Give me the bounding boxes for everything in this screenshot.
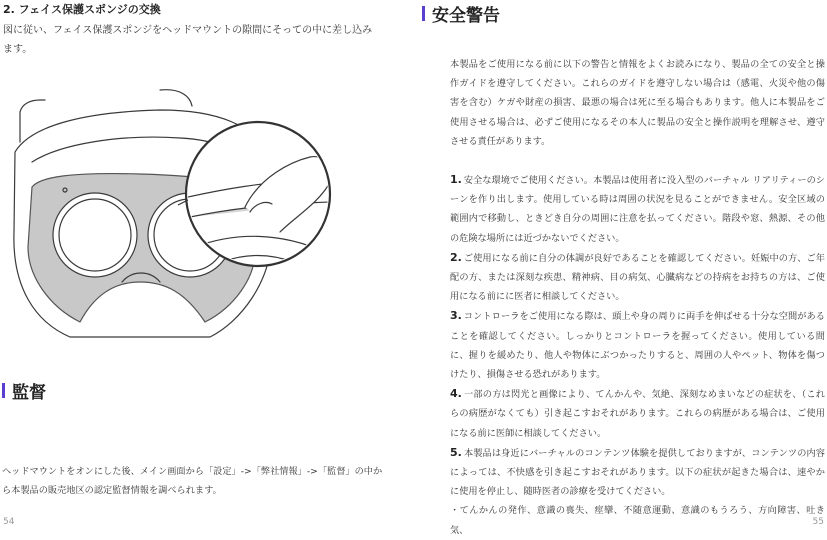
heading-accent-bar [2, 383, 5, 398]
warning-item-text: 安全な環境でご使用ください。本製品は使用者に没入型のバーチャル リアリティーのシーンを作り出します。使用している時は周囲の状況を見ることができません。安全区域の範囲内で移動し、ときどき自分の周囲に注意を払ってください。階段や窓、熱源、その他の危険な場所には近づかないでください。 [450, 175, 825, 244]
warning-item [450, 170, 825, 248]
warning-item-number: 5. [450, 445, 462, 459]
step-description: 図に従い、フェイス保護スポンジをヘッドマウントの隙間にそっての中に差し込みます。 [3, 25, 373, 55]
warning-item-text: 一部の方は閃光と画像により、てんかんや、気絶、深刻なめまいなどの症状を、（これらの病歴がなくても）引き起こすおそれがあります。これらの病歴がある場合は、ご使用になる前に医師に相談してください。 [450, 389, 825, 439]
warning-item-text: ご使用になる前に自分の体調が良好であることを確認してください。妊娠中の方、ご年配の方、または深刻な疾患、精神病、目の病気、心臓病などの持病をお持ちの方は、ご使用になる前にに医者に相談してください。 [450, 252, 825, 303]
warning-item-text: 本製品は身近にバーチャルのコンテンツ体験を提供しておりますが、コンテンツの内容によっては、不快感を引き起こすおそれがあります。以下の症状が起きた場合は、速やかに使用を停止し、随時医者の診療を受けてください。 [450, 447, 825, 498]
right-page [414, 0, 827, 536]
heading-accent-bar [422, 6, 425, 21]
page-number-left: 54 [3, 517, 15, 527]
symptom-bullet: ・てんかんの発作、意識の喪失、痙攣、不随意運動、意識のもうろう、方向障害、吐き気、 [450, 505, 825, 536]
warning-item-text: コントローラをご使用になる際は、頭上や身の周りに両手を伸ばせる十分な空間があることを確認してください。しっかりとコントローラを握ってください。使用している間に、握りを緩めたり、他人や物体にぶつかったりすると、周囲の人やペット、物体を傷つけたり、損傷させる恐れがあります。 [450, 311, 825, 381]
warning-item-number: 4. [450, 387, 462, 401]
supervision-heading-text: 監督 [12, 383, 46, 403]
warning-item-number: 2. [450, 250, 462, 264]
warning-item [450, 248, 825, 307]
page-number-right: 55 [812, 517, 824, 527]
safety-intro-paragraph: 本製品をご使用になる前に以下の警告と情報をよくお読みになり、製品の全ての安全と操作ガイドを遵守してください。これらのガイドを遵守しない場合は（感電、火災や他の傷害を含む）ケガや財産の損害、最悪の場合は死に至る場合もあります。他人に本製品をご使用させる場合は、必ずご使用になるその本人に製品の安全と操作説明を理解させ、遵守させる責任があります。 [450, 59, 825, 147]
warning-item-number: 1. [450, 173, 462, 187]
supervision-paragraph: ヘッドマウントをオンにした後、メイン画面から「設定」->「弊社情報」->「監督」の中から本製品の販売地区の認定監督情報を調べられます。 [2, 466, 383, 497]
warning-item [450, 306, 825, 384]
warning-item-number: 3. [450, 309, 462, 323]
warning-item [450, 443, 825, 502]
left-page [0, 0, 413, 529]
step-title: 2. フェイス保護スポンジの交換 [3, 3, 161, 16]
headset-sponge-illustration [10, 82, 350, 352]
safety-warning-body [450, 55, 825, 540]
warning-item [450, 384, 825, 443]
supervision-heading [2, 378, 46, 403]
safety-warning-heading-text: 安全警告 [432, 6, 500, 26]
safety-warning-heading [422, 1, 500, 26]
